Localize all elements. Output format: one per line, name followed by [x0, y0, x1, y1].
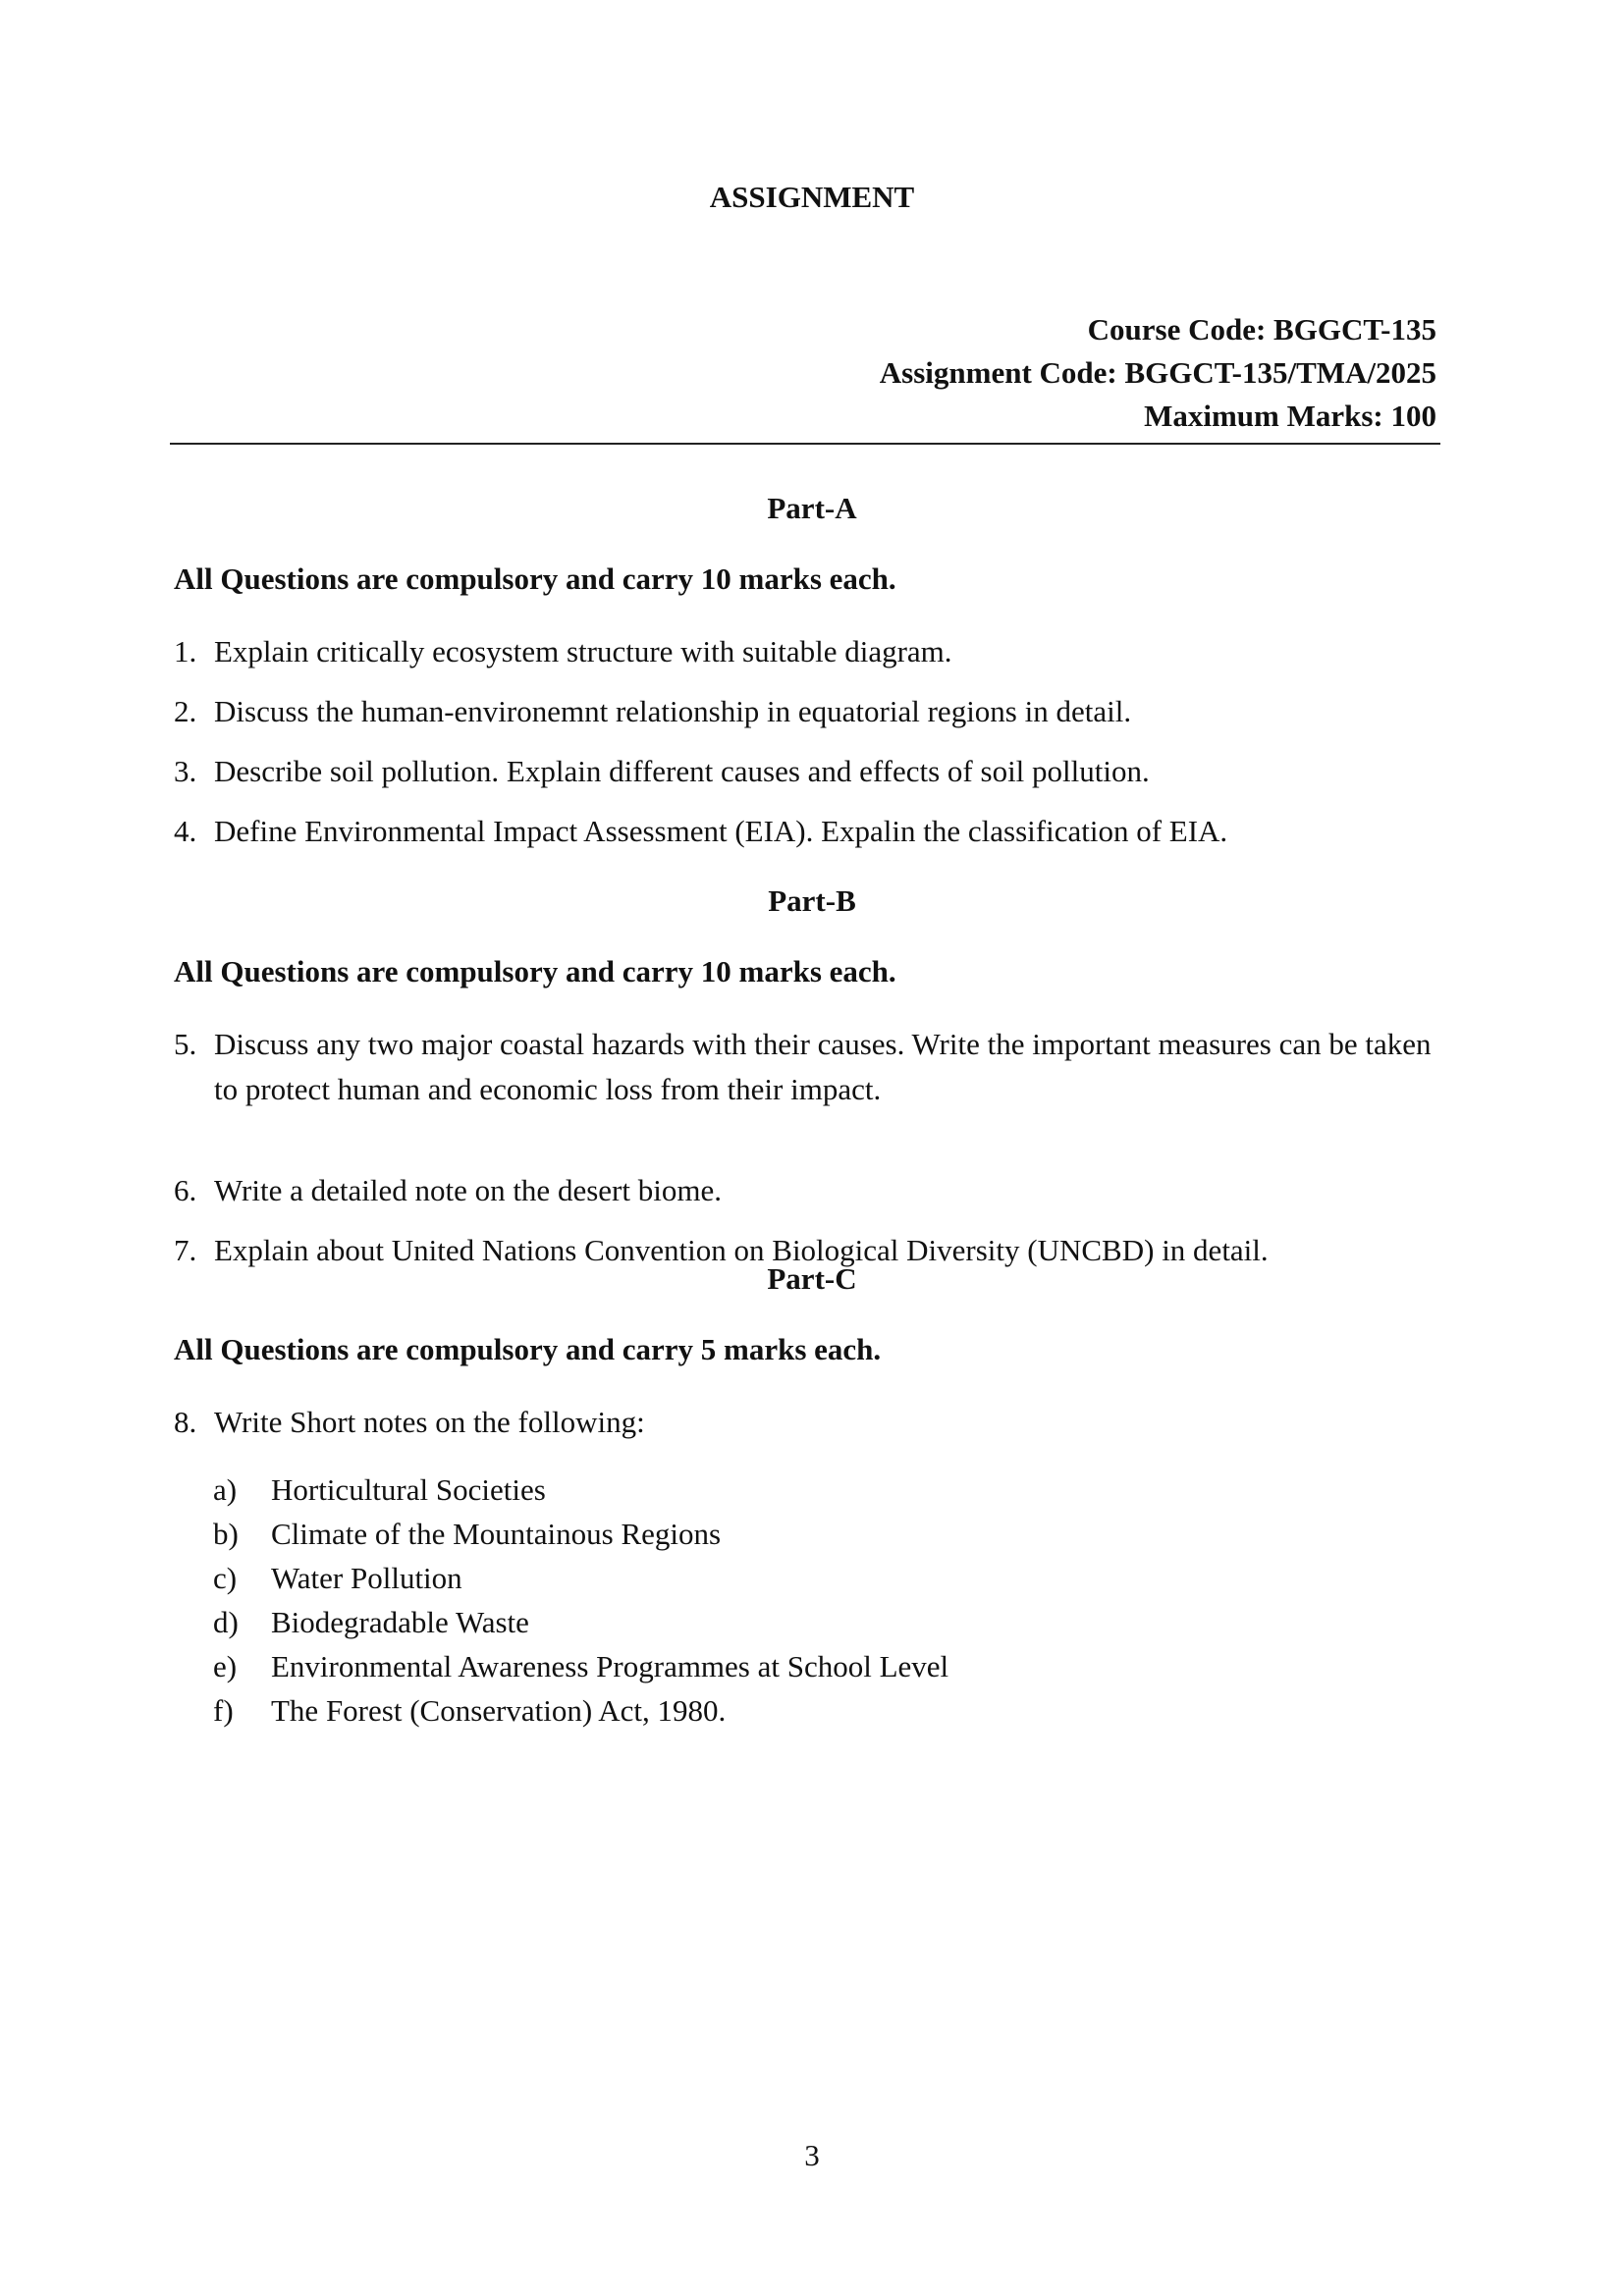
- part-b-heading: Part-B: [768, 883, 856, 918]
- part-a-instruction: All Questions are compulsory and carry 10 marks each.: [174, 561, 896, 596]
- question-number: 1.: [174, 634, 197, 668]
- question-8: [174, 1400, 1450, 1445]
- subitem-d: [213, 1605, 529, 1640]
- subitem-label: b): [213, 1517, 239, 1551]
- subitem-text: Biodegradable Waste: [271, 1605, 529, 1639]
- question-number: 6.: [174, 1173, 197, 1207]
- question-text: Explain critically ecosystem structure with suitable diagram.: [214, 634, 952, 668]
- question-number: 5.: [174, 1027, 197, 1061]
- question-2: [174, 689, 1450, 734]
- question-number: 2.: [174, 694, 197, 728]
- question-3: [174, 749, 1450, 794]
- question-text: Describe soil pollution. Explain different causes and effects of soil pollution.: [214, 754, 1150, 788]
- question-text: Write a detailed note on the desert biome.: [214, 1173, 722, 1207]
- subitem-text: Climate of the Mountainous Regions: [271, 1517, 722, 1551]
- question-number: 8.: [174, 1405, 197, 1439]
- subitem-c: [213, 1561, 462, 1596]
- maximum-marks: Maximum Marks: 100: [1144, 399, 1436, 433]
- subitem-e: [213, 1649, 948, 1684]
- subitem-text: Water Pollution: [271, 1561, 462, 1595]
- subitem-label: a): [213, 1472, 238, 1507]
- question-text: Discuss any two major coastal hazards with their causes. Write the important measures can be taken to protect human and economic loss from their impact.: [214, 1027, 1432, 1106]
- question-4: [174, 809, 1450, 854]
- question-1: [174, 629, 1450, 674]
- part-b-instruction: All Questions are compulsory and carry 10 marks each.: [174, 954, 896, 988]
- subitem-a: [213, 1472, 546, 1508]
- subitem-f: [213, 1693, 726, 1729]
- document-title: ASSIGNMENT: [709, 180, 915, 214]
- question-number: 7.: [174, 1233, 197, 1267]
- course-code: Course Code: BGGCT-135: [1087, 312, 1436, 347]
- header-divider: [170, 443, 1440, 445]
- question-number: 3.: [174, 754, 197, 788]
- question-number: 4.: [174, 814, 197, 848]
- question-5: [174, 1022, 1440, 1112]
- part-a-heading: Part-A: [767, 491, 857, 525]
- question-text: Explain about United Nations Convention on Biological Diversity (UNCBD) in detail.: [214, 1233, 1269, 1267]
- part-c-heading: Part-C: [767, 1261, 857, 1296]
- subitem-text: The Forest (Conservation) Act, 1980.: [271, 1693, 727, 1728]
- question-text: Discuss the human-environemnt relationship in equatorial regions in detail.: [214, 694, 1132, 728]
- question-6: [174, 1168, 1450, 1213]
- subitem-b: [213, 1517, 721, 1552]
- page-number: 3: [804, 2138, 820, 2172]
- subitem-text: Horticultural Societies: [271, 1472, 546, 1507]
- subitem-label: f): [213, 1693, 234, 1728]
- question-text: Write Short notes on the following:: [214, 1405, 645, 1439]
- assignment-code: Assignment Code: BGGCT-135/TMA/2025: [879, 355, 1436, 390]
- subitem-text: Environmental Awareness Programmes at School Level: [271, 1649, 949, 1683]
- part-c-instruction: All Questions are compulsory and carry 5 marks each.: [174, 1332, 882, 1366]
- subitem-label: c): [213, 1561, 238, 1595]
- question-text: Define Environmental Impact Assessment (EIA). Expalin the classification of EIA.: [214, 814, 1228, 848]
- subitem-label: d): [213, 1605, 239, 1639]
- subitem-label: e): [213, 1649, 238, 1683]
